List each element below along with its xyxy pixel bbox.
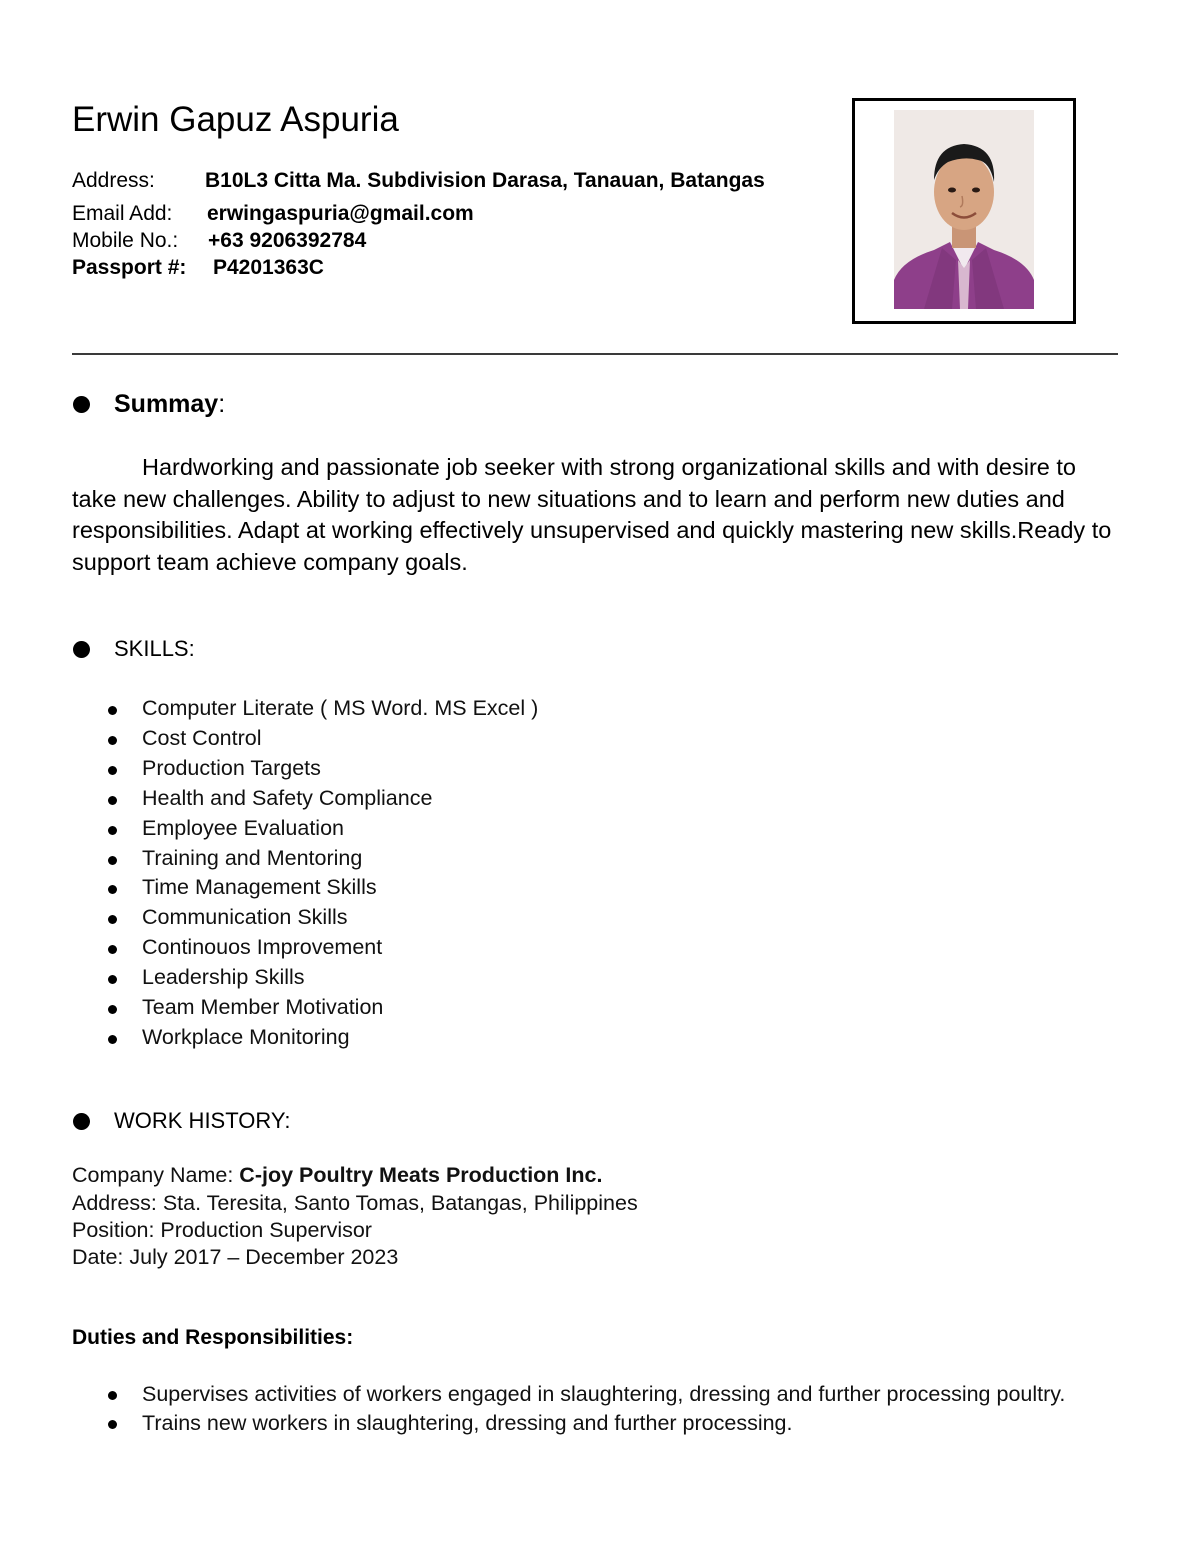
address-label: Address: [72, 169, 155, 192]
summary-colon: : [218, 390, 226, 418]
bullet-icon [108, 1035, 117, 1044]
summary-bullet-icon [73, 396, 90, 413]
header-divider [72, 353, 1118, 355]
bullet-icon [108, 975, 117, 984]
email-label: Email Add: [72, 202, 173, 225]
mobile-row [72, 228, 366, 254]
list-item: Trains new workers in slaughtering, dressing and further processing. [105, 1410, 1127, 1437]
passport-label: Passport #: [72, 256, 187, 279]
bullet-icon [108, 1420, 117, 1429]
list-item: Time Management Skills [105, 873, 538, 903]
list-item: Computer Literate ( MS Word. MS Excel ) [105, 694, 538, 724]
list-item: Training and Mentoring [105, 844, 538, 874]
list-item: Continouos Improvement [105, 933, 538, 963]
bullet-icon [108, 945, 117, 954]
profile-photo [894, 110, 1034, 309]
company-line [72, 1162, 602, 1189]
skills-bullet-icon [73, 641, 90, 658]
address-value: B10L3 Citta Ma. Subdivision Darasa, Tanauan, Batangas [205, 169, 765, 192]
employment-date: Date: July 2017 – December 2023 [72, 1245, 399, 1269]
skills-list [105, 694, 538, 1053]
summary-text: Hardworking and passionate job seeker with strong organizational skills and with desire to take new challenges. Ability to adjust to new situations and to learn and perform new duties and responsibilities. Adapt at working effectively unsupervised and quickly mastering new skills.Ready to support team achieve company goals. [72, 454, 1112, 575]
list-item: Cost Control [105, 724, 538, 754]
address-row [72, 168, 765, 194]
list-item: Communication Skills [105, 903, 538, 933]
work-history-bullet-icon [73, 1113, 90, 1130]
list-item: Workplace Monitoring [105, 1023, 538, 1053]
applicant-name: Erwin Gapuz Aspuria [72, 100, 399, 139]
mobile-label: Mobile No.: [72, 229, 179, 252]
summary-title: Summay [114, 390, 219, 418]
email-value: erwingaspuria@gmail.com [207, 202, 474, 225]
list-item: Employee Evaluation [105, 814, 538, 844]
list-item: Leadership Skills [105, 963, 538, 993]
profile-photo-frame [852, 98, 1076, 324]
bullet-icon [108, 766, 117, 775]
passport-row [72, 255, 324, 281]
list-item: Team Member Motivation [105, 993, 538, 1023]
passport-value: P4201363C [213, 256, 324, 279]
company-address: Address: Sta. Teresita, Santo Tomas, Batangas, Philippines [72, 1191, 638, 1215]
email-row [72, 201, 474, 227]
bullet-icon [108, 736, 117, 745]
bullet-icon [108, 796, 117, 805]
bullet-icon [108, 1391, 117, 1400]
bullet-icon [108, 826, 117, 835]
bullet-icon [108, 706, 117, 715]
list-item: Health and Safety Compliance [105, 784, 538, 814]
bullet-icon [108, 856, 117, 865]
mobile-value: +63 9206392784 [208, 229, 367, 252]
bullet-icon [108, 885, 117, 894]
work-history-heading: WORK HISTORY: [114, 1108, 291, 1133]
bullet-icon [108, 915, 117, 924]
skills-heading: SKILLS: [114, 636, 195, 661]
duties-list [105, 1381, 1127, 1439]
summary-heading [114, 389, 225, 419]
list-item: Production Targets [105, 754, 538, 784]
list-item: Supervises activities of workers engaged in slaughtering, dressing and further processing poultry. [105, 1381, 1127, 1408]
bullet-icon [108, 1005, 117, 1014]
company-label: Company Name: [72, 1163, 240, 1187]
company-name: C-joy Poultry Meats Production Inc. [239, 1163, 603, 1187]
position: Position: Production Supervisor [72, 1218, 372, 1242]
duties-heading: Duties and Responsibilities: [72, 1326, 354, 1349]
